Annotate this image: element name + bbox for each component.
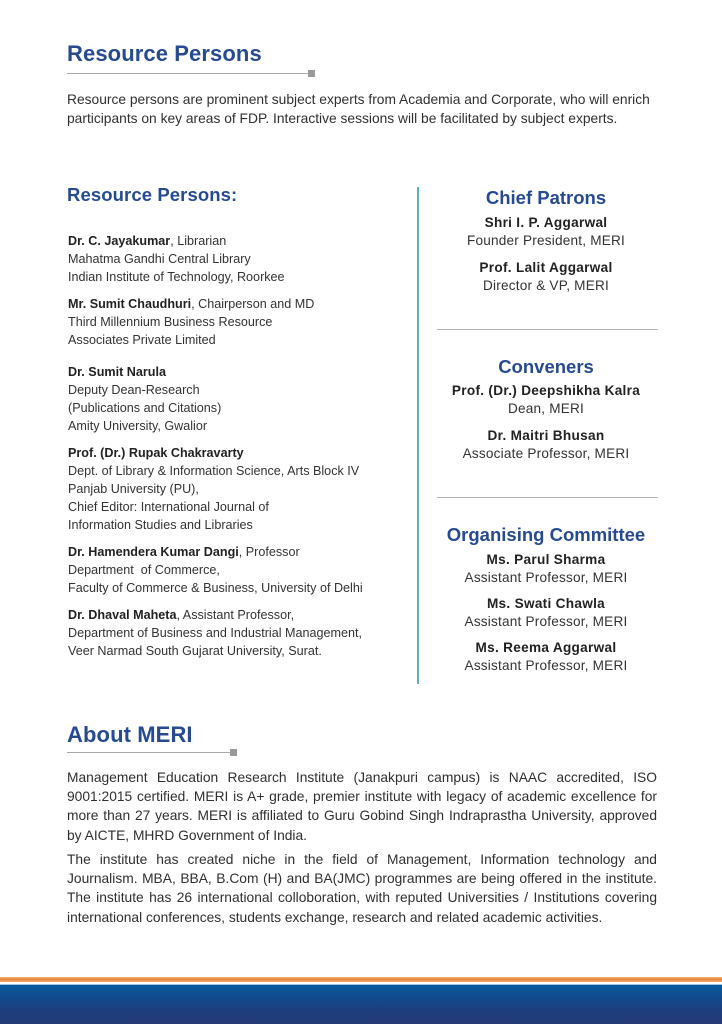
convener — [430, 382, 662, 418]
person-detail: Department of Business and Industrial Management, — [68, 626, 363, 640]
person-detail: Veer Narmad South Gujarat University, Surat. — [68, 644, 322, 658]
resource-person — [68, 606, 413, 660]
person-name: Dr. C. Jayakumar — [68, 234, 171, 248]
resource-persons-list — [68, 232, 413, 669]
person-detail: Information Studies and Libraries — [68, 518, 253, 532]
intro-text: Resource persons are prominent subject experts from Academia and Corporate, who will enrich participants on key areas of FDP. Interactive sessions will be facilitated by subject experts. — [67, 92, 650, 126]
person-detail: Dept. of Library & Information Science, Arts Block IV — [68, 464, 360, 478]
chief-patrons-heading: Chief Patrons — [485, 187, 607, 208]
patron-name: Prof. Lalit Aggarwal — [479, 260, 613, 275]
person-title: , Assistant Professor, — [176, 608, 295, 622]
member-role: Assistant Professor, MERI — [464, 658, 628, 673]
about-title-rule-cap — [230, 749, 237, 756]
person-name: Dr. Hamendera Kumar Dangi — [68, 545, 239, 559]
organising-committee-section — [428, 523, 664, 675]
member-name: Ms. Parul Sharma — [486, 552, 606, 567]
resource-person — [68, 363, 413, 435]
intro-title: Resource Persons — [67, 41, 262, 66]
resource-person — [68, 543, 413, 597]
resource-person — [68, 232, 413, 286]
person-name: Dr. Dhaval Maheta — [68, 608, 177, 622]
patron-name: Shri I. P. Aggarwal — [484, 215, 608, 230]
committee-member — [428, 551, 664, 587]
person-detail: Indian Institute of Technology, Roorkee — [68, 270, 285, 284]
patron-role: Founder President, MERI — [467, 233, 625, 248]
person-detail: Deputy Dean-Research — [68, 383, 200, 397]
patron — [430, 259, 662, 295]
person-detail: Amity University, Gwalior — [68, 419, 208, 433]
convener-role: Dean, MERI — [507, 401, 585, 416]
intro-title-rule — [67, 73, 309, 74]
patron-role: Director & VP, MERI — [483, 278, 609, 293]
section-divider — [437, 497, 658, 498]
person-name: Mr. Sumit Chaudhuri — [68, 297, 192, 311]
about-paragraph-2: The institute has created niche in the field of Management, Information technology and Journalism. MBA, BBA, B.Com (H) and BA(JMC) programmes are being offered in the institute. The institute has 26 international colloboration, with reputed Universities / Institutions covering international conferences, students exchange, research and related academic activities. — [67, 852, 657, 925]
member-role: Assistant Professor, MERI — [464, 570, 628, 585]
person-title: , Librarian — [170, 234, 227, 248]
member-name: Ms. Swati Chawla — [486, 596, 606, 611]
resource-persons-heading: Resource Persons: — [67, 184, 238, 205]
person-name: Prof. (Dr.) Rupak Chakravarty — [68, 446, 244, 460]
conveners-section — [430, 355, 662, 463]
resource-person — [68, 444, 413, 534]
footer-blue-band — [0, 985, 722, 1024]
intro-title-rule-cap — [308, 70, 315, 77]
person-detail: Third Millennium Business Resource — [68, 315, 273, 329]
person-detail: Chief Editor: International Journal of — [68, 500, 269, 514]
chief-patrons-section — [430, 186, 662, 295]
about-paragraph-1: Management Education Research Institute (Janakpuri campus) is NAAC accredited, ISO 9001:2015 certified. MERI is A+ grade, premier institute with legacy of academic excellence for more than 27 years. MERI is affiliated to Guru Gobind Singh Indraprastha University, approved by AICTE, MHRD Government of India. — [67, 770, 657, 843]
member-name: Ms. Reema Aggarwal — [475, 640, 617, 655]
person-title: , Professor — [238, 545, 300, 559]
committee-member — [428, 595, 664, 631]
patron — [430, 214, 662, 250]
convener-role: Associate Professor, MERI — [462, 446, 630, 461]
person-detail: Panjab University (PU), — [68, 482, 199, 496]
about-title-rule — [67, 752, 232, 753]
committee-member — [428, 639, 664, 675]
convener-name: Dr. Maitri Bhusan — [487, 428, 605, 443]
organising-committee-heading: Organising Committee — [446, 524, 646, 545]
convener-name: Prof. (Dr.) Deepshikha Kalra — [451, 383, 641, 398]
person-detail: Mahatma Gandhi Central Library — [68, 252, 251, 266]
section-divider — [437, 329, 658, 330]
person-detail: Associates Private Limited — [68, 333, 216, 347]
conveners-heading: Conveners — [498, 356, 594, 377]
person-title: , Chairperson and MD — [191, 297, 315, 311]
member-role: Assistant Professor, MERI — [464, 614, 628, 629]
column-divider — [417, 187, 419, 684]
person-detail: Department of Commerce, — [68, 563, 220, 577]
person-detail: Faculty of Commerce & Business, University of Delhi — [68, 581, 363, 595]
person-detail: (Publications and Citations) — [68, 401, 222, 415]
resource-person — [68, 295, 413, 349]
convener — [430, 427, 662, 463]
about-title: About MERI — [67, 722, 193, 747]
person-name: Dr. Sumit Narula — [68, 365, 166, 379]
